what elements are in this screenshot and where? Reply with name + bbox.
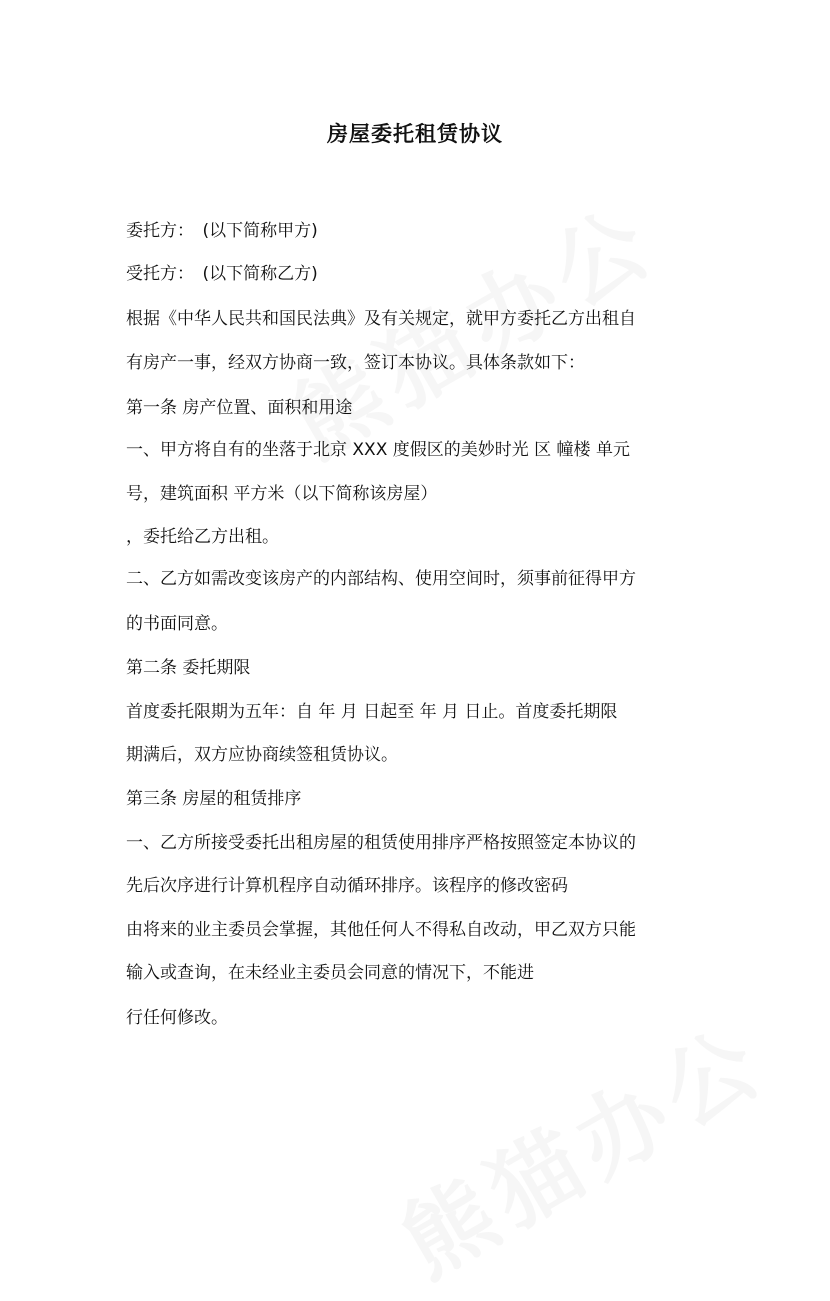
- watermark: [374, 989, 785, 1301]
- paragraph-line: 号，建筑面积 平方米（以下简称该房屋）: [126, 484, 438, 504]
- paragraph-line: ，委托给乙方出租。: [126, 527, 279, 547]
- paragraph-line: 输入或查询，在未经业主委员会同意的情况下，不能进: [126, 963, 534, 983]
- paragraph-line: 首度委托限期为五年：自 年 月 日起至 年 月 日止。首度委托期限: [126, 702, 618, 722]
- paragraph-line: 由将来的业主委员会掌握，其他任何人不得私自改动，甲乙双方只能: [126, 920, 636, 940]
- document-title: 房屋委托租赁协议: [327, 122, 503, 146]
- paragraph-line: 二、乙方如需改变该房产的内部结构、使用空间时，须事前征得甲方: [126, 569, 636, 589]
- section-heading: 第一条 房产位置、面积和用途: [126, 398, 353, 418]
- paragraph-line: 根据《中华人民共和国民法典》及有关规定，就甲方委托乙方出租自: [126, 309, 636, 329]
- section-heading: 第三条 房屋的租赁排序: [126, 789, 302, 809]
- paragraph-line: 行任何修改。: [126, 1008, 228, 1028]
- paragraph-line: 受托方： (以下简称乙方): [126, 264, 318, 284]
- section-heading: 第二条 委托期限: [126, 658, 251, 678]
- paragraph-line: 先后次序进行计算机程序自动循环排序。该程序的修改密码: [126, 876, 568, 896]
- paragraph-line: 的书面同意。: [126, 614, 228, 634]
- paragraph-line: 一、甲方将自有的坐落于北京 XXX 度假区的美妙时光 区 幢楼 单元: [126, 440, 630, 460]
- paragraph-line: 有房产一事，经双方协商一致，签订本协议。具体条款如下：: [126, 353, 585, 373]
- paragraph-line: 委托方： (以下简称甲方): [126, 221, 318, 241]
- paragraph-line: 期满后，双方应协商续签租赁协议。: [126, 745, 398, 765]
- paragraph-line: 一、乙方所接受委托出租房屋的租赁使用排序严格按照签定本协议的: [126, 833, 636, 853]
